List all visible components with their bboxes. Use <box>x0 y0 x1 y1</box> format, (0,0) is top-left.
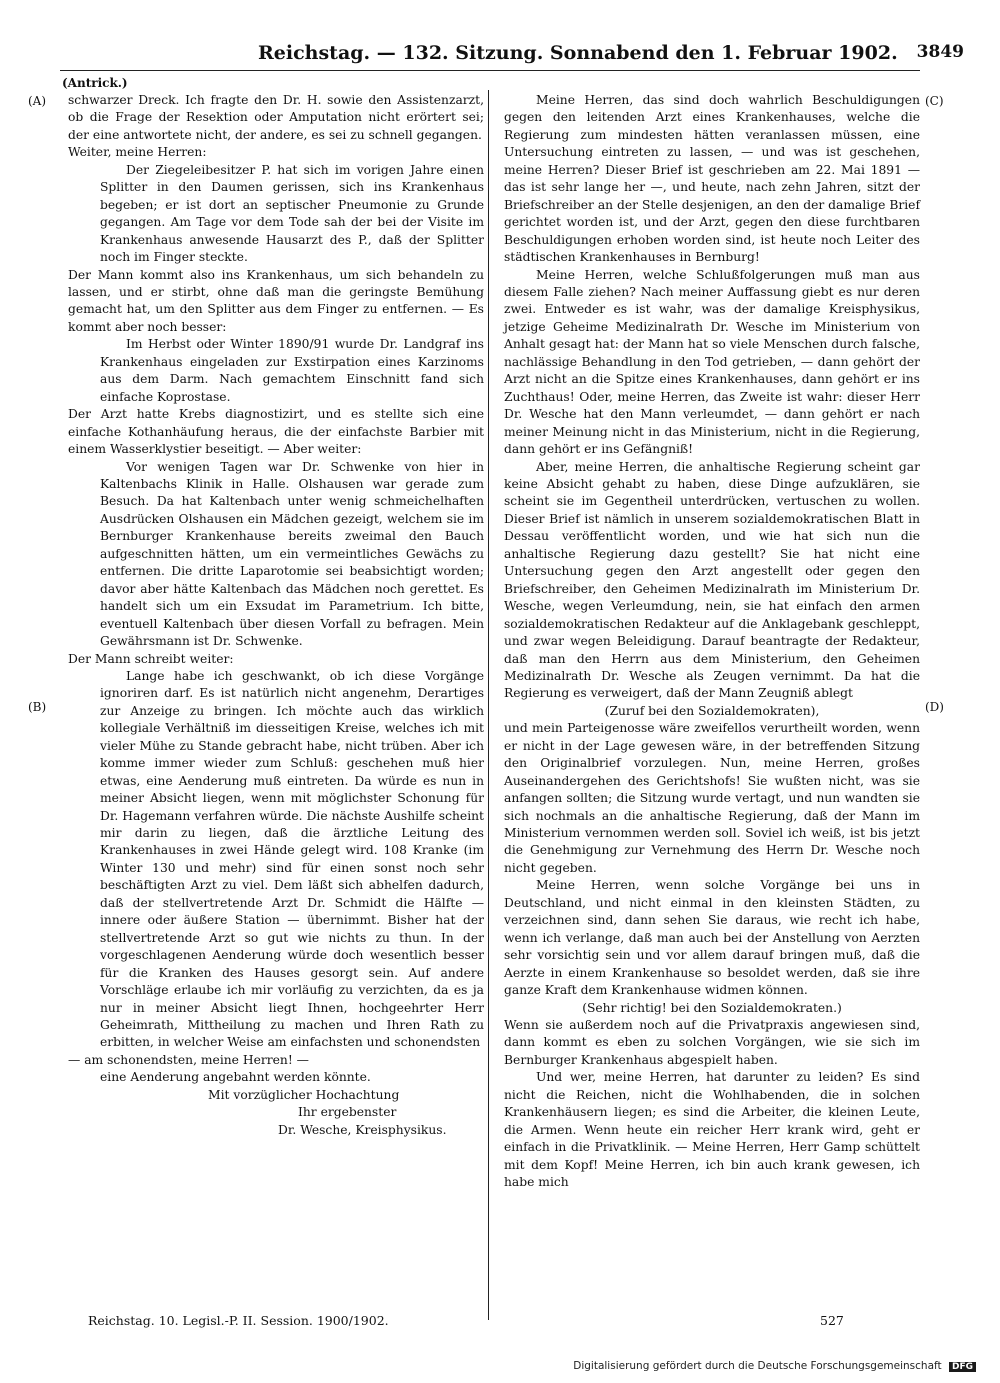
running-header <box>258 42 964 70</box>
footer-signature-number: 527 <box>820 1313 844 1328</box>
paragraph: Meine Herren, welche Schlußfolgerungen muß man aus diesem Falle ziehen? Nach meiner Auffassung giebt es nur deren zwei. Entweder es ist wahr, was der damalige Kreisphysikus, jetzige Geheime Medizinalrath Dr. Wesche im Ministerium von Anhalt gesagt hat: der Mann hat so viele Menschen durch falsche, nachlässige Behandlung in den Tod getrieben, — dann gehört der Arzt nicht an die Spitze eines Krankenhauses, dann gehört er ins Zuchthaus! Oder, meine Herren, das Zweite ist wahr: dieser Herr Dr. Wesche hat den Mann verleumdet, — dann gehört er nach meiner Meinung nicht in das Ministerium, nicht in die Regierung, dann gehört er ins Gefängniß! <box>504 267 920 457</box>
interjection: (Zuruf bei den Sozialdemokraten), <box>604 703 820 718</box>
section-label: (Antrick.) <box>62 76 128 90</box>
margin-letter-a: (A) <box>28 94 47 108</box>
quoted-paragraph: Der Ziegeleibesitzer P. hat sich im vorigen Jahre einen Splitter in den Daumen gerissen, sich ins Krankenhaus begeben; er ist dort an septischer Pneumonie zu Grunde gegangen. Am Tage vor dem Tode sah der bei der Visite im Krankenhaus anwesende Hausarzt des P., daß der Splitter noch im Finger steckte. <box>100 162 484 265</box>
interjection: (Sehr richtig! bei den Sozialdemokraten.) <box>582 1000 842 1015</box>
quoted-paragraph: Im Herbst oder Winter 1890/91 wurde Dr. Landgraf ins Krankenhaus eingeladen zur Exstirpation eines Karzinoms aus dem Darm. Nach gemachtem Einschnitt fand sich einfache Koprostase. <box>100 337 484 404</box>
paragraph: Wenn sie außerdem noch auf die Privatpraxis angewiesen sind, dann kommt es eben zu solchen Vorgängen, wie sie sich im Bernburger Krankenhaus abgespielt haben. <box>504 1018 920 1067</box>
header-title: Reichstag. — 132. Sitzung. Sonnabend den 1. Februar 1902. <box>258 42 898 64</box>
paragraph: Aber, meine Herren, die anhaltische Regierung scheint gar keine Absicht gehabt zu haben, diese Dinge aufzuklären, sie scheint sie im Gegentheil unterdrücken, vertuschen zu wollen. Dieser Brief ist nämlich in unserem sozialdemokratischen Blatt in Dessau veröffentlicht worden, und wie hat sich nun die anhaltische Regierung dazu gestellt? Sie hat nicht eine Untersuchung gegen den Arzt angestellt oder gegen den Briefschreiber, den Geheimen Medizinalrath im Ministerium Dr. Wesche, wegen Verleumdung, nein, sie hat einfach den armen sozialdemokratischen Redakteur auf die Anklagebank geschleppt, und zwar wegen Beleidigung. Darauf beantragte der Redakteur, daß man den Herrn aus dem Ministerium, den Geheimen Medizinalrath Dr. Wesche als Zeugen vernimmt. Da hat die Regierung es verweigert, daß der Mann Zeugniß ablegt <box>504 459 920 701</box>
letter-closing: Mit vorzüglicher Hochachtung <box>208 1087 400 1102</box>
margin-letter-b: (B) <box>28 700 47 714</box>
paragraph: schwarzer Dreck. Ich fragte den Dr. H. sowie den Assistenzarzt, ob die Frage der Resektion oder Amputation nicht erörtert sei; der eine antwortete nicht, der andere, es sei zu schnell gegangen. <box>68 93 484 142</box>
paragraph: Der Arzt hatte Krebs diagnostizirt, und es stellte sich eine einfache Kothanhäufung heraus, die der einfachste Barbier mit einem Wasserklystier beseitigt. — Aber weiter: <box>68 407 484 457</box>
dfg-logo: DFG <box>949 1362 976 1372</box>
footer-legislature: Reichstag. 10. Legisl.-P. II. Session. 1900/1902. <box>88 1313 389 1328</box>
page-number: 3849 <box>916 42 964 62</box>
interjection: — am schonendsten, meine Herren! — <box>68 1052 309 1067</box>
letter-closing: Ihr ergebenster <box>298 1105 397 1120</box>
credit-text: Digitalisierung gefördert durch die Deutsche Forschungsgemeinschaft <box>573 1360 942 1372</box>
quoted-paragraph: Vor wenigen Tagen war Dr. Schwenke von hier in Kaltenbachs Klinik in Halle. Olshausen war gerade zum Besuch. Da hat Kaltenbach unter wenig schmeichelhaften Ausdrücken Olshausen ein Mädchen gezeigt, welchem sie im Bernburger Krankenhause bereits zweimal den Bauch aufgeschnitten hätten, um ein vermeintliches Gewächs zu entfernen. Die dritte Laparotomie sei beabsichtigt worden; davor aber hätte Kaltenbach das Mädchen noch gerettet. Es handelt sich um ein Exsudat im Parametrium. Ich bitte, eventuell Kaltenbach über diesen Vorfall zu befragen. Mein Gewährsmann ist Dr. Schwenke. <box>100 459 484 649</box>
column-divider <box>488 90 489 1320</box>
paragraph: Meine Herren, wenn solche Vorgänge bei uns in Deutschland, und nicht einmal in den kleinsten Städten, zu verzeichnen sind, dann sehen Sie daraus, wie recht ich habe, wenn ich verlange, daß man auch bei der Anstellung von Aerzten sehr vorsichtig sein und vor allem darauf bringen muß, daß die Aerzte in einem Krankenhause so besoldet werden, daß sie ihre ganze Kraft dem Krankenhause widmen können. <box>504 878 920 998</box>
paragraph: und mein Parteigenosse wäre zweifellos verurtheilt worden, wenn er nicht in der Lage gewesen wäre, in der betreffenden Sitzung den Originalbrief vorzulegen. Nun, meine Herren, großes Auseinandergehen des Gerichtshofs! Sie wußten nicht, was sie anfangen sollten; die Sitzung wurde vertagt, und nun wandten sie sich nochmals an die anhaltische Regierung, daß der Mann im Ministerium vernommen werden soll. Soviel ich weiß, ist bis jetzt die Genehmigung zur Vernehmung des Herrn Dr. Wesche noch nicht gegeben. <box>504 721 920 875</box>
quoted-paragraph: eine Aenderung angebahnt werden könnte. <box>100 1070 371 1085</box>
quoted-letter: Lange habe ich geschwankt, ob ich diese Vorgänge ignoriren darf. Es ist natürlich nicht angenehm, Derartiges zur Anzeige zu bringen. Ich möchte auch das wirklich kollegiale Verhältniß im diesseitigen Kreise, welches ich mit vieler Mühe zu Stande gebracht habe, nicht trüben. Aber ich komme immer wieder zum Schluß: geschehen muß hier etwas, eine Aenderung muß eintreten. Da würde es nun in meiner Absicht liegen, wenn mit möglichster Schonung für Dr. Hagemann verfahren würde. Die nächste Aushilfe scheint mir darin zu liegen, daß die ärztliche Leitung des Krankenhauses in zwei Hände gelegt wird. 108 Kranke (im Winter 130 und mehr) sind für einen sonst noch sehr beschäftigten Arzt zu viel. Dem läßt sich abhelfen dadurch, daß der stellvertretende Arzt Dr. Schmidt die Hälfte — innere oder äußere Station — übernimmt. Bisher hat der stellvertretende Arzt so gut wie nichts zu thun. In der vorgeschlagenen Aenderung würde doch wesentlich besser für die Kranken des Hauses gesorgt sein. Auf andere Vorschläge erlaube ich mir vorläufig zu verzichten, da es ja nur in meiner Absicht liegt Ihnen, hochgeehrter Herr Geheimrath, Mittheilung zu machen und Ihren Rath zu erbitten, in welcher Weise am einfachsten und schonendsten <box>100 668 484 1050</box>
paragraph: Der Mann kommt also ins Krankenhaus, um sich behandeln zu lassen, und er stirbt, ohne daß man die geringste Bemühung gemacht hat, um den Splitter aus dem Finger zu entfernen. — Es kommt aber noch besser: <box>68 267 484 334</box>
paragraph: Meine Herren, das sind doch wahrlich Beschuldigungen gegen den leitenden Arzt eines Krankenhauses, welche die Regierung zum mindesten hätten veranlassen müssen, eine Untersuchung eintreten zu lassen, — und was ist geschehen, meine Herren? Dieser Brief ist geschrieben am 22. Mai 1891 — das ist sehr lange her —, und heute, nach zehn Jahren, sitzt der Briefschreiber an der Stelle desjenigen, an den der damalige Brief gerichtet worden ist, und der Arzt, gegen den diese furchtbaren Beschuldigungen erhoben worden sind, ist heute noch Leiter des städtischen Krankenhauses in Bernburg! <box>504 93 920 265</box>
header-rule <box>60 70 920 71</box>
digitization-credit <box>573 1360 976 1372</box>
left-column <box>68 92 484 1139</box>
margin-letter-c: (C) <box>925 94 944 108</box>
paragraph: Der Mann schreibt weiter: <box>68 651 234 666</box>
margin-letter-d: (D) <box>925 700 944 714</box>
right-column <box>504 92 920 1192</box>
paragraph: Und wer, meine Herren, hat darunter zu leiden? Es sind nicht die Reichen, nicht die Wohlhabenden, die in solchen Krankenhäusern liegen; es sind die Arbeiter, die kleinen Leute, die Armen. Wenn heute ein reicher Herr krank wird, geht er einfach in die Privatklinik. — Meine Herren, Herr Gamp schüttelt mit dem Kopf! Meine Herren, ich bin auch krank gewesen, ich habe mich <box>504 1070 920 1190</box>
paragraph: Weiter, meine Herren: <box>68 145 207 160</box>
letter-signature: Dr. Wesche, Kreisphysikus. <box>278 1122 447 1137</box>
